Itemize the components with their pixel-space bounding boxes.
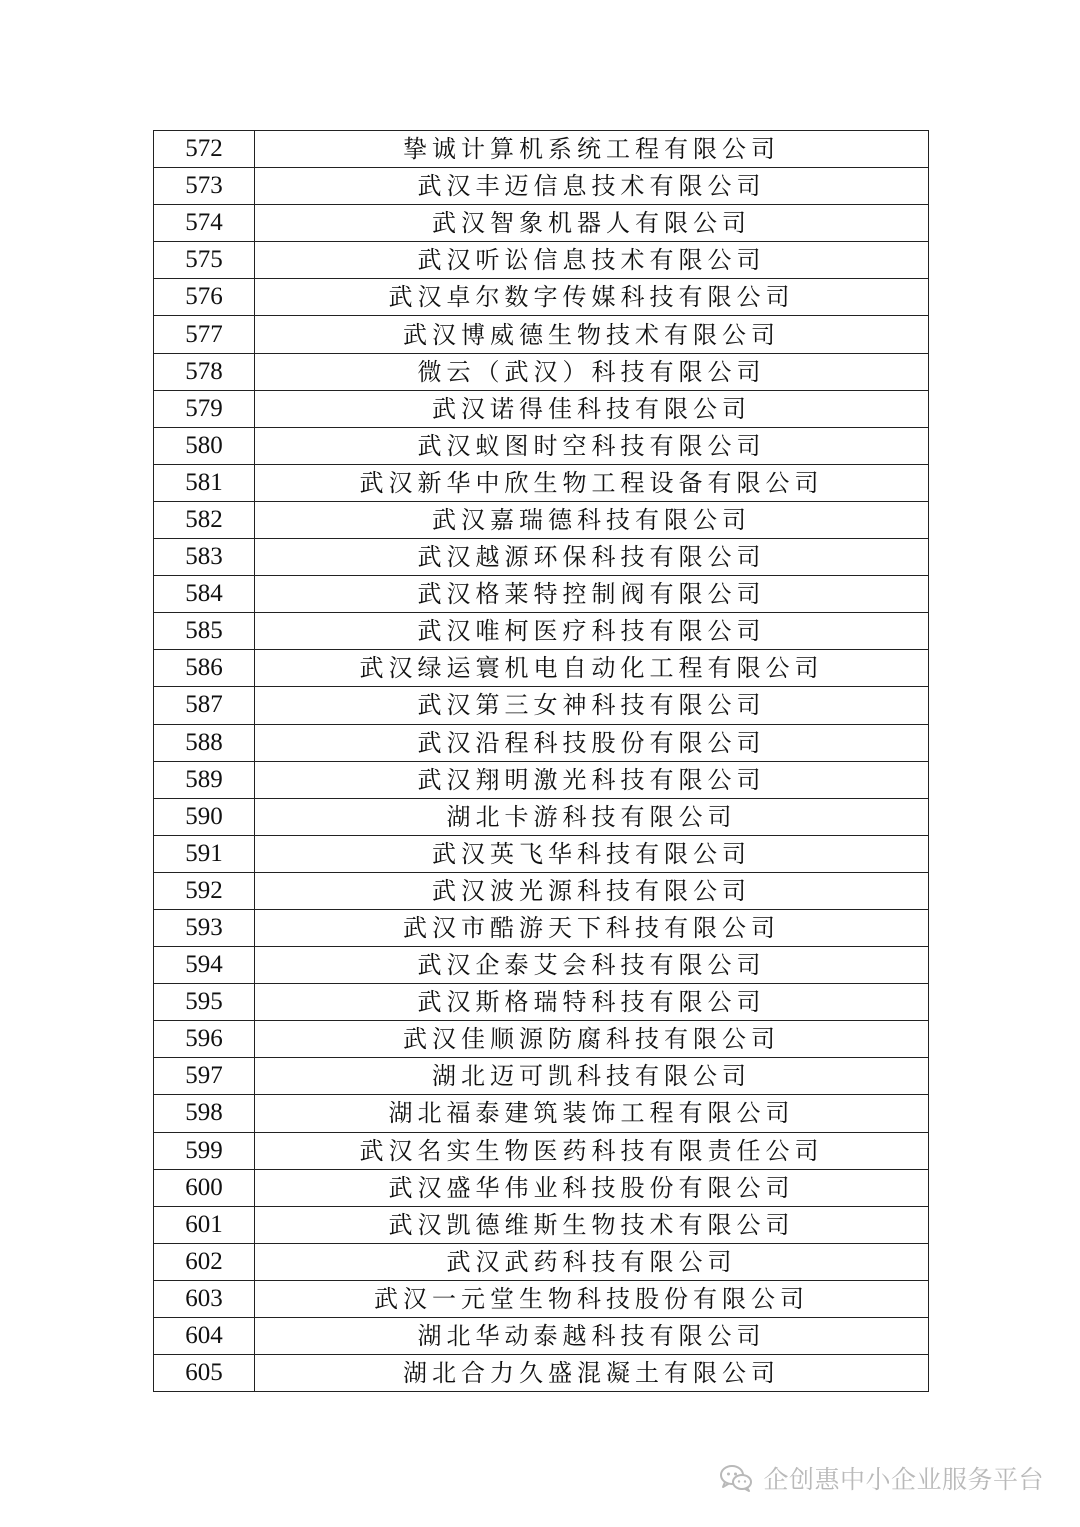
company-name: 湖北合力久盛混凝土有限公司 [255, 1355, 929, 1392]
table-row [154, 687, 929, 724]
row-number: 585 [154, 613, 255, 650]
company-name: 武汉企泰艾会科技有限公司 [255, 947, 929, 984]
row-number: 578 [154, 353, 255, 390]
row-number: 603 [154, 1280, 255, 1317]
table-row [154, 1095, 929, 1132]
company-name: 武汉凯德维斯生物技术有限公司 [255, 1206, 929, 1243]
table-row [154, 1058, 929, 1095]
row-number: 584 [154, 576, 255, 613]
table-row [154, 390, 929, 427]
row-number: 573 [154, 168, 255, 205]
row-number: 579 [154, 390, 255, 427]
row-number: 572 [154, 131, 255, 168]
table-row [154, 539, 929, 576]
row-number: 595 [154, 984, 255, 1021]
table-row [154, 316, 929, 353]
row-number: 577 [154, 316, 255, 353]
table-row [154, 835, 929, 872]
table-row [154, 1021, 929, 1058]
company-name: 武汉翔明激光科技有限公司 [255, 761, 929, 798]
company-name: 武汉听讼信息技术有限公司 [255, 242, 929, 279]
table-row [154, 501, 929, 538]
row-number: 593 [154, 909, 255, 946]
company-name: 武汉名实生物医药科技有限责任公司 [255, 1132, 929, 1169]
company-name: 武汉蚁图时空科技有限公司 [255, 427, 929, 464]
row-number: 600 [154, 1169, 255, 1206]
company-name: 湖北卡游科技有限公司 [255, 798, 929, 835]
company-name: 武汉博威德生物技术有限公司 [255, 316, 929, 353]
table-row [154, 650, 929, 687]
row-number: 588 [154, 724, 255, 761]
company-list-table [153, 130, 929, 1392]
table-row [154, 464, 929, 501]
row-number: 575 [154, 242, 255, 279]
table-row [154, 279, 929, 316]
row-number: 604 [154, 1318, 255, 1355]
row-number: 605 [154, 1355, 255, 1392]
company-name: 武汉盛华伟业科技股份有限公司 [255, 1169, 929, 1206]
company-name: 湖北迈可凯科技有限公司 [255, 1058, 929, 1095]
table-row [154, 427, 929, 464]
company-list-body [154, 131, 929, 1392]
table-row [154, 131, 929, 168]
table-row [154, 798, 929, 835]
row-number: 598 [154, 1095, 255, 1132]
company-name: 武汉格莱特控制阀有限公司 [255, 576, 929, 613]
company-table-container [153, 130, 928, 1392]
wechat-icon [719, 1464, 753, 1492]
company-name: 武汉诺得佳科技有限公司 [255, 390, 929, 427]
row-number: 590 [154, 798, 255, 835]
row-number: 582 [154, 501, 255, 538]
company-name: 武汉斯格瑞特科技有限公司 [255, 984, 929, 1021]
row-number: 597 [154, 1058, 255, 1095]
table-row [154, 984, 929, 1021]
platform-watermark [719, 1460, 1044, 1496]
table-row [154, 724, 929, 761]
table-row [154, 1132, 929, 1169]
company-name: 武汉丰迈信息技术有限公司 [255, 168, 929, 205]
company-name: 武汉波光源科技有限公司 [255, 872, 929, 909]
row-number: 602 [154, 1243, 255, 1280]
row-number: 586 [154, 650, 255, 687]
table-row [154, 1206, 929, 1243]
company-name: 微云（武汉）科技有限公司 [255, 353, 929, 390]
row-number: 596 [154, 1021, 255, 1058]
row-number: 589 [154, 761, 255, 798]
row-number: 581 [154, 464, 255, 501]
table-row [154, 909, 929, 946]
row-number: 599 [154, 1132, 255, 1169]
row-number: 574 [154, 205, 255, 242]
table-row [154, 872, 929, 909]
table-row [154, 613, 929, 650]
row-number: 592 [154, 872, 255, 909]
watermark-text: 企创惠中小企业服务平台 [763, 1465, 1044, 1494]
table-row [154, 576, 929, 613]
table-row [154, 353, 929, 390]
table-row [154, 1355, 929, 1392]
company-name: 武汉绿运寰机电自动化工程有限公司 [255, 650, 929, 687]
table-row [154, 242, 929, 279]
table-row [154, 1243, 929, 1280]
company-name: 挚诚计算机系统工程有限公司 [255, 131, 929, 168]
company-name: 武汉市酷游天下科技有限公司 [255, 909, 929, 946]
company-name: 武汉嘉瑞德科技有限公司 [255, 501, 929, 538]
company-name: 武汉智象机器人有限公司 [255, 205, 929, 242]
company-name: 武汉佳顺源防腐科技有限公司 [255, 1021, 929, 1058]
table-row [154, 1280, 929, 1317]
table-row [154, 1318, 929, 1355]
company-name: 武汉英飞华科技有限公司 [255, 835, 929, 872]
table-row [154, 168, 929, 205]
row-number: 591 [154, 835, 255, 872]
row-number: 601 [154, 1206, 255, 1243]
row-number: 594 [154, 947, 255, 984]
table-row [154, 761, 929, 798]
row-number: 580 [154, 427, 255, 464]
table-row [154, 947, 929, 984]
company-name: 武汉武药科技有限公司 [255, 1243, 929, 1280]
company-name: 武汉第三女神科技有限公司 [255, 687, 929, 724]
company-name: 湖北福泰建筑装饰工程有限公司 [255, 1095, 929, 1132]
table-row [154, 1169, 929, 1206]
company-name: 武汉唯柯医疗科技有限公司 [255, 613, 929, 650]
table-row [154, 205, 929, 242]
company-name: 武汉新华中欣生物工程设备有限公司 [255, 464, 929, 501]
row-number: 576 [154, 279, 255, 316]
company-name: 湖北华动泰越科技有限公司 [255, 1318, 929, 1355]
row-number: 583 [154, 539, 255, 576]
row-number: 587 [154, 687, 255, 724]
company-name: 武汉一元堂生物科技股份有限公司 [255, 1280, 929, 1317]
company-name: 武汉越源环保科技有限公司 [255, 539, 929, 576]
company-name: 武汉卓尔数字传媒科技有限公司 [255, 279, 929, 316]
company-name: 武汉沿程科技股份有限公司 [255, 724, 929, 761]
